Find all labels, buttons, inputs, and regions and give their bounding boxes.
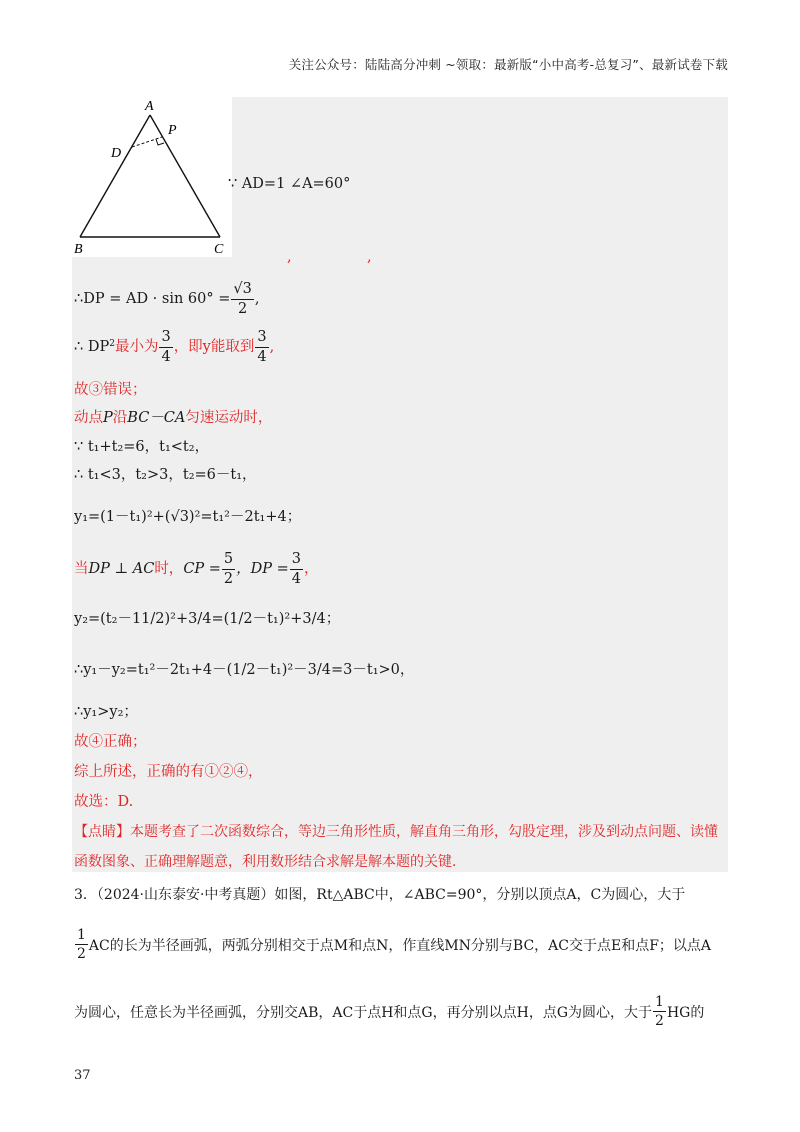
dp-line: [74, 282, 259, 316]
half-den-2: 2: [655, 1013, 664, 1029]
dp2-comma: ,: [269, 338, 275, 355]
compare-line: ∴y₁>y₂；: [74, 704, 138, 720]
question-line-2: [74, 928, 711, 961]
frac2-den: 4: [257, 348, 267, 365]
dp2-frac-2: [255, 330, 268, 364]
dp2-den: 4: [291, 570, 302, 587]
q3-text: 为圆心，任意长为半径画弧，分别交AB，AC于点H和点G，再分别以点H，点G为圆心，大于: [74, 1004, 653, 1021]
frac1-den: 4: [161, 348, 171, 365]
y1-line: y₁=(1－t₁)²+(√3)²=t₁²－2t₁+4；: [74, 509, 302, 525]
label-D: D: [111, 146, 122, 161]
dp-text: ∴DP = AD · sin 60° =: [74, 290, 231, 307]
mp-d: BC－CA: [127, 410, 186, 426]
perp-line: [74, 552, 319, 586]
summary-line: 综上所述，正确的有①②④，: [74, 764, 263, 780]
dp2-sup: 2: [109, 338, 115, 349]
mp-a: 动点: [74, 410, 103, 426]
question-line-3: [74, 995, 704, 1028]
dp2-range-text: ，即y能取到: [173, 338, 255, 355]
remark-line-2: 函数图象、正确理解题意，利用数形结合求解是解本题的关键.: [74, 854, 457, 870]
diff-line: ∴y₁－y₂=t₁²－2t₁+4－(1/2－t₁)²－3/4=3－t₁>0，: [74, 662, 415, 678]
dp-den: 2: [238, 300, 248, 317]
perp-b: DP ⊥ AC: [88, 560, 155, 577]
label-P: P: [168, 123, 177, 138]
perp-c: 时，: [154, 560, 184, 577]
dp-frac: [290, 552, 303, 586]
comma-1: ,: [287, 249, 292, 265]
question-line-1: 3．（2024·山东泰安·中考真题）如图，Rt△ABC中，∠ABC=90°，分别以顶点A，C为圆心，大于: [74, 887, 686, 903]
label-A: A: [145, 99, 154, 114]
comma-2: ,: [367, 249, 372, 265]
t-sum-line: ∵ t₁+t₂=6，t₁<t₂，: [74, 439, 210, 455]
remark-line-1: 【点睛】本题考查了二次函数综合，等边三角形性质，解直角三角形，勾股定理，涉及到动点问题、读懂: [74, 824, 718, 840]
conclusion-4: 故④正确；: [74, 734, 147, 750]
page-header: 关注公众号：陆陆高分冲刺 ~领取：最新版“小中高考-总复习”、最新试卷下载: [288, 57, 728, 72]
half-frac-1: [75, 928, 88, 961]
dp2-num: 3: [290, 552, 303, 570]
page-number: 37: [74, 1068, 91, 1083]
dp2-min-text: 最小为: [114, 338, 159, 355]
frac2-num: 3: [255, 330, 268, 348]
cp-num: 5: [222, 552, 235, 570]
label-C: C: [214, 242, 224, 257]
conclusion-3: 故③错误；: [74, 382, 147, 398]
perp-e: ，DP =: [236, 560, 289, 577]
half-frac-2: [653, 995, 666, 1028]
dp-comma: ,: [254, 290, 260, 307]
moving-point-line: [74, 411, 272, 426]
frac1-num: 3: [159, 330, 172, 348]
cp-frac: [222, 552, 235, 586]
label-B: B: [74, 242, 83, 257]
dp2-line: [74, 330, 274, 364]
dp-fraction: [231, 282, 253, 316]
mp-e: 匀速运动时，: [185, 410, 273, 426]
given-line: ∵ AD=1 ∠A=60°: [228, 176, 351, 192]
q3b-text: HG的: [666, 1004, 705, 1021]
mp-b: P: [103, 410, 113, 426]
q2-text: AC的长为半径画弧，两弧分别相交于点M和点N，作直线MN分别与BC，AC交于点E和点F；以点A: [88, 937, 712, 954]
half-den-1: 2: [77, 946, 86, 962]
half-num-1: 1: [77, 927, 86, 943]
dp-num: √3: [231, 282, 253, 300]
triangle-figure: [72, 97, 232, 257]
half-num-2: 1: [655, 994, 664, 1010]
perp-d: CP =: [183, 560, 221, 577]
perp-f: ，: [304, 560, 319, 577]
mp-c: 沿: [112, 410, 128, 426]
answer-line: 故选：D.: [74, 794, 134, 810]
dp2-frac-1: [159, 330, 172, 364]
dp2-prefix: ∴ DP: [74, 338, 110, 355]
t-range-line: ∴ t₁<3，t₂>3，t₂=6－t₁，: [74, 467, 257, 483]
y2-line: y₂=(t₂－11/2)²+3/4=(1/2－t₁)²+3/4；: [74, 611, 341, 627]
cp-den: 2: [223, 570, 234, 587]
perp-a: 当: [74, 560, 89, 577]
